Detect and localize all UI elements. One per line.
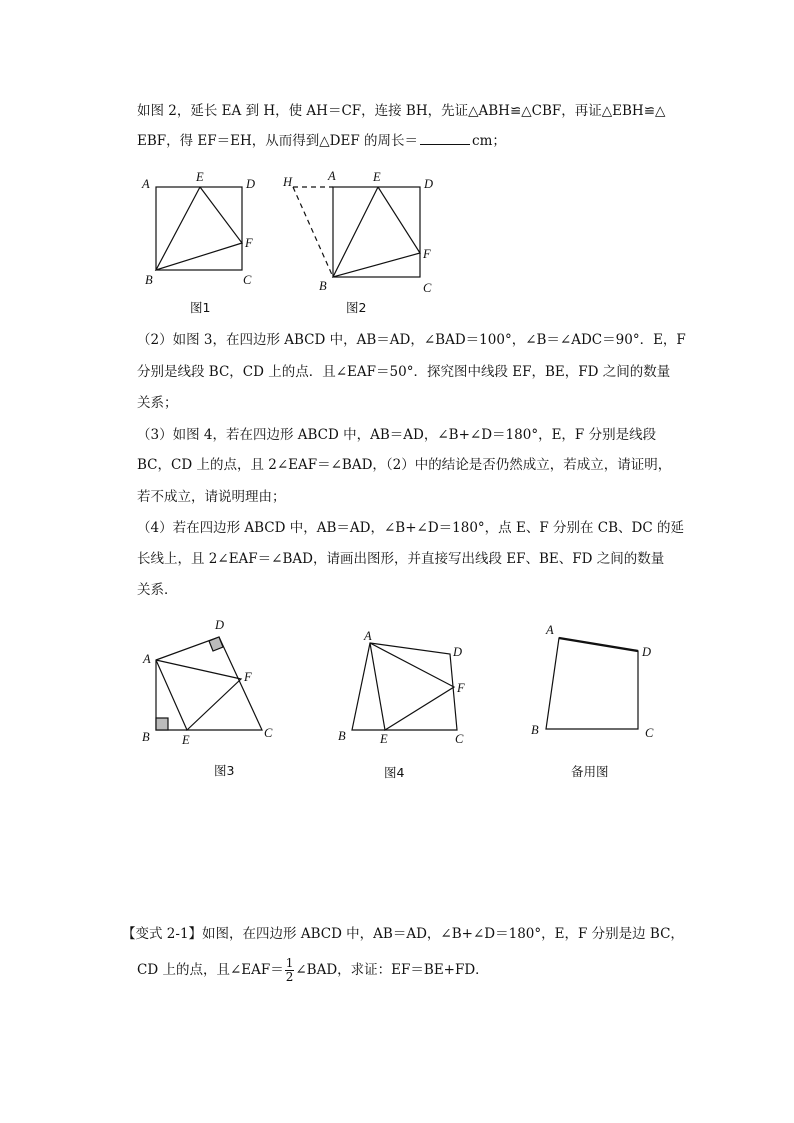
fig4-label-D: D — [453, 645, 463, 659]
fig1-label-D: D — [246, 177, 256, 191]
fig3-label-C: C — [264, 726, 273, 740]
fig3-right-angle-b — [156, 718, 168, 730]
fig4-label-F: F — [457, 681, 465, 695]
spare-label-A: A — [546, 623, 554, 637]
fig4-quadrilateral — [352, 643, 457, 730]
fig1-label-A: A — [142, 177, 150, 191]
question-3-line-2: BC，CD 上的点，且 2∠EAF＝∠BAD，（2）中的结论是否仍然成立，若成立，请证明， — [137, 457, 672, 473]
fig4-label-A: A — [364, 629, 372, 643]
figure-4 — [352, 643, 457, 730]
fig2-label-F: F — [423, 247, 431, 261]
question-2-line-2: 分别是线段 BC，CD 上的点．且∠EAF＝50°．探究图中线段 EF，BE，FD 之间的数量 — [137, 364, 671, 380]
fig4-label-B: B — [338, 729, 346, 743]
spare-quadrilateral — [546, 638, 638, 729]
fig3-label-A: A — [143, 652, 151, 666]
fig1-label-B: B — [145, 273, 153, 287]
spare-caption: 备用图 — [571, 764, 609, 779]
fig3-label-E: E — [182, 733, 190, 747]
spare-label-D: D — [642, 645, 652, 659]
variant-text-pre: CD 上的点，且∠EAF＝ — [137, 962, 284, 978]
fig1-label-E: E — [196, 170, 204, 184]
fraction-numerator: 1 — [285, 956, 294, 970]
fig1-label-C: C — [243, 273, 252, 287]
variant-text-post: ∠BAD，求证：EF＝BE+FD． — [295, 962, 489, 978]
fig3-triangle-aef — [156, 660, 241, 730]
figure-1 — [156, 187, 242, 270]
fig1-square — [156, 187, 242, 270]
fig3-caption: 图3 — [214, 763, 235, 778]
fig2-label-H: H — [283, 175, 293, 189]
fig3-label-F: F — [244, 670, 252, 684]
fig3-right-angle-d — [209, 637, 223, 651]
spare-label-B: B — [531, 723, 539, 737]
fig3-label-D: D — [215, 618, 225, 632]
question-4-line-3: 关系． — [137, 582, 178, 598]
figure-spare — [546, 638, 638, 729]
question-4-line-2: 长线上，且 2∠EAF＝∠BAD，请画出图形，并直接写出线段 EF、BE、FD 之间的数量 — [137, 551, 665, 567]
spare-label-C: C — [645, 726, 654, 740]
fig3-label-B: B — [142, 730, 150, 744]
fraction-denominator: 2 — [285, 970, 294, 984]
spare-side-ad — [559, 638, 638, 651]
question-3-line-3: 若不成立，请说明理由； — [137, 489, 286, 505]
fig2-label-A: A — [328, 169, 336, 183]
fig1-label-F: F — [245, 236, 253, 250]
fig2-dashed-hb — [293, 187, 333, 277]
question-4-line-1: （4）若在四边形 ABCD 中，AB＝AD，∠B+∠D＝180°，点 E、F 分别在 CB、DC 的延 — [137, 520, 684, 536]
question-3-line-1: （3）如图 4，若在四边形 ABCD 中，AB＝AD，∠B+∠D＝180°，E，F 分别是线段 — [137, 427, 657, 443]
fig2-label-C: C — [423, 281, 432, 295]
unit-text: cm； — [472, 133, 506, 149]
fig2-label-E: E — [373, 170, 381, 184]
fig4-label-C: C — [455, 732, 464, 746]
figure-2 — [293, 187, 420, 277]
fig4-triangle-aef — [370, 643, 454, 730]
fig4-label-E: E — [380, 732, 388, 746]
question-2-line-3: 关系； — [137, 395, 178, 411]
fig1-triangle-bef — [156, 187, 242, 270]
fig2-caption: 图2 — [346, 300, 367, 315]
fig2-label-D: D — [424, 177, 434, 191]
fig2-label-B: B — [319, 279, 327, 293]
fig1-caption: 图1 — [190, 300, 211, 315]
fig2-triangle-bef — [333, 187, 420, 277]
variant-2-1-line-1: 【变式 2-1】如图，在四边形 ABCD 中，AB＝AD，∠B+∠D＝180°，E，F 分别是边 BC， — [122, 926, 684, 942]
fig4-caption: 图4 — [384, 765, 405, 780]
problem-text-line-1: 如图 2，延长 EA 到 H，使 AH＝CF，连接 BH，先证△ABH≌△CBF，再证△EBH≌△ — [137, 103, 666, 119]
perimeter-statement: EBF，得 EF＝EH，从而得到△DEF 的周长＝ — [137, 133, 419, 149]
question-2-line-1: （2）如图 3，在四边形 ABCD 中，AB＝AD，∠BAD＝100°，∠B＝∠ADC＝90°．E，F — [137, 332, 686, 348]
